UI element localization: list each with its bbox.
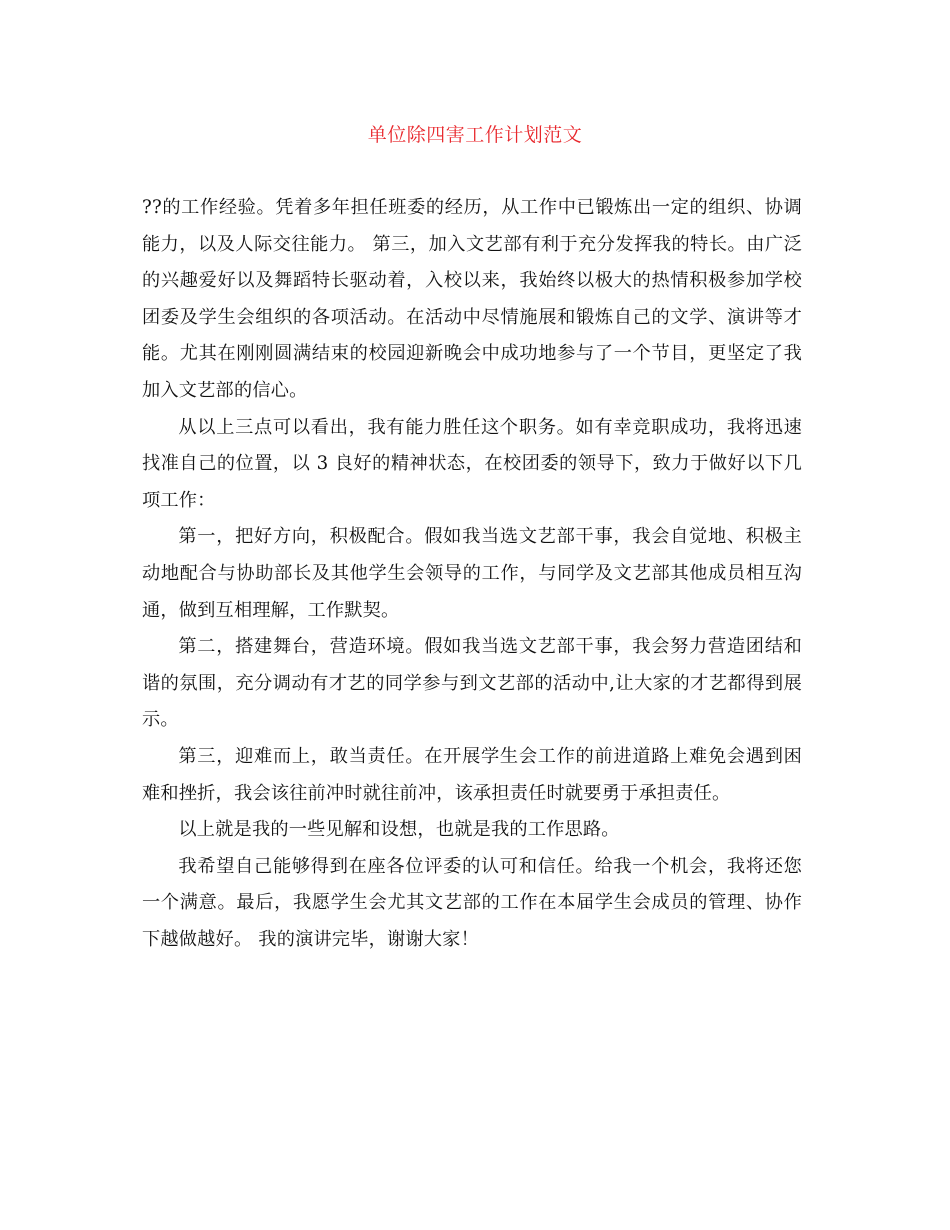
paragraph: 我希望自己能够得到在座各位评委的认可和信任。给我一个机会，我将还您一个满意。最后，我愿学生会尤其文艺部的工作在本届学生会成员的管理、协作下越做越好。 我的演讲完毕，谢谢大家！	[142, 855, 802, 950]
paragraph: 第二，搭建舞台，营造环境。假如我当选文艺部干事，我会努力营造团结和谐的氛围，充分调动有才艺的同学参与到文艺部的活动中,让大家的才艺都得到展示。	[142, 636, 802, 731]
paragraph: 以上就是我的一些见解和设想，也就是我的工作思路。	[178, 819, 620, 841]
paragraph: 第三，迎难而上，敢当责任。在开展学生会工作的前进道路上难免会遇到困难和挫折，我会该往前冲时就往前冲，该承担责任时就要勇于承担责任。	[142, 745, 802, 804]
paragraph: ??的工作经验。凭着多年担任班委的经历，从工作中已锻炼出一定的组织、协调能力，以及人际交往能力。 第三，加入文艺部有利于充分发挥我的特长。由广泛的兴趣爱好以及舞蹈特长驱动着，入校以来，我始终以极大的热情积极参加学校团委及学生会组织的各项活动。在活动中尽情施展和锻炼自己的文学、演讲等才能。尤其在刚刚圆满结束的校园迎新晚会中成功地参与了一个节目，更坚定了我加入文艺部的信心。	[142, 197, 802, 401]
paragraph: 从以上三点可以看出，我有能力胜任这个职务。如有幸竞职成功，我将迅速找准自己的位置，以 3 良好的精神状态，在校团委的领导下，致力于做好以下几项工作：	[142, 416, 802, 511]
paragraph: 第一，把好方向，积极配合。假如我当选文艺部干事，我会自觉地、积极主动地配合与协助部长及其他学生会领导的工作，与同学及文艺部其他成员相互沟通，做到互相理解，工作默契。	[142, 526, 802, 621]
document-body	[142, 190, 802, 958]
document-title: 单位除四害工作计划范文	[367, 124, 583, 146]
